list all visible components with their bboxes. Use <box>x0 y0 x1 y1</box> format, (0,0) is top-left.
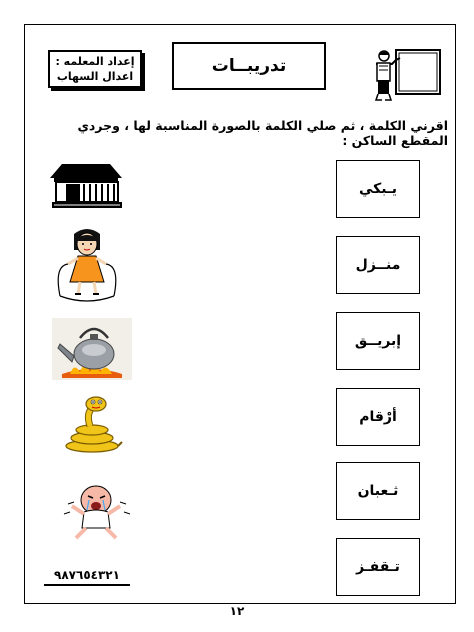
crying-baby-icon <box>62 480 132 542</box>
page-number: ١٢ <box>229 604 245 618</box>
word-box-5: ثـعبان <box>336 462 420 520</box>
word-box-4: أرْقام <box>336 388 420 446</box>
teacher-label: إعداد المعلمه : <box>55 55 135 68</box>
word-box-1: يـبكي <box>336 160 420 218</box>
teacher-board-icon <box>370 46 442 102</box>
word-box-6: تـقفـز <box>336 538 420 596</box>
word-box-2: منــزل <box>336 236 420 294</box>
girl-jumping-rope-icon <box>54 226 120 302</box>
page-title: تدريبــات <box>172 42 326 90</box>
numbers-row: ٩٨٧٦٥٤٣٢١ <box>44 568 130 586</box>
word-box-3: إبريــق <box>336 312 420 370</box>
teacher-credit-box <box>48 50 142 88</box>
kettle-on-fire-icon <box>52 318 132 380</box>
house-icon <box>48 160 124 210</box>
instructions-text: اقرني الكلمة ، ثم صلي الكلمة بالصورة المناسبة لها ، وجردي المقطع الساكن : <box>77 118 448 148</box>
snake-icon <box>62 394 124 454</box>
teacher-name: اعدال السهاب <box>56 70 134 83</box>
